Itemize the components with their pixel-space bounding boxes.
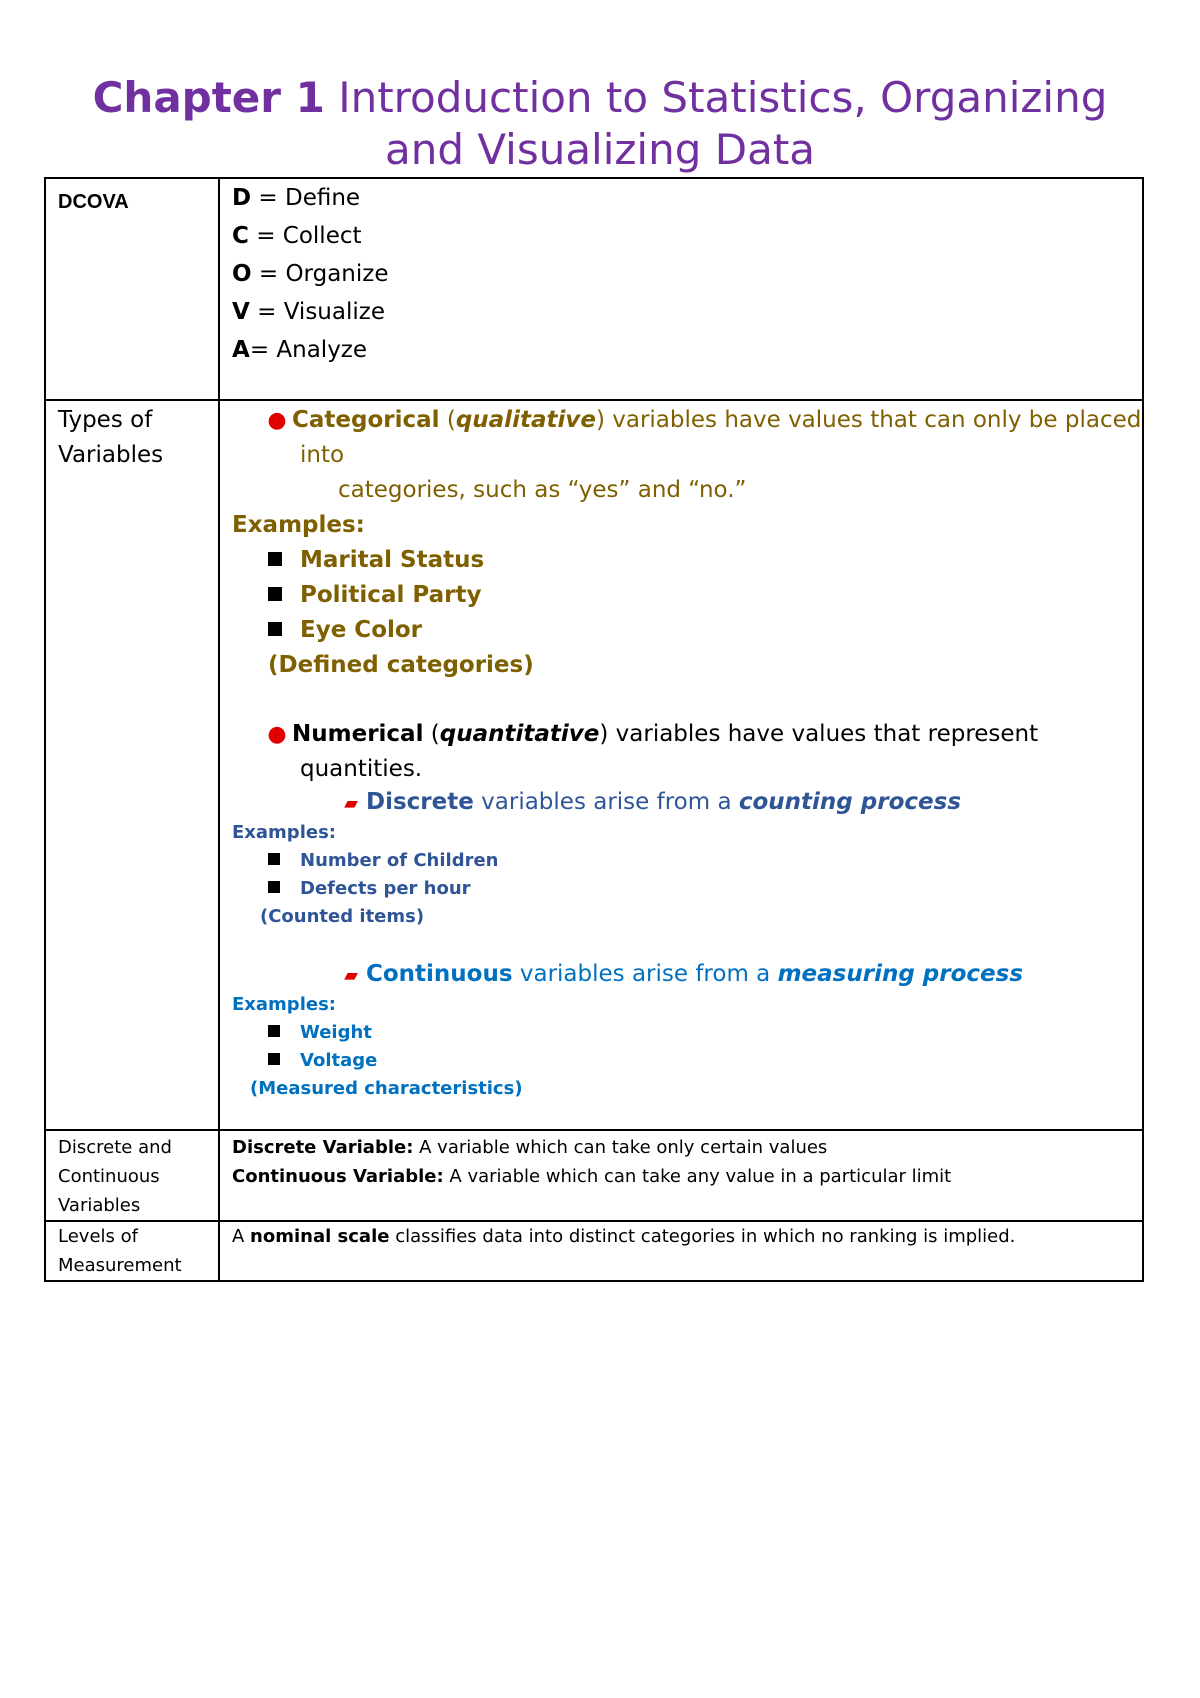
- discrete-definition: ▰ Discrete variables arise from a counting process: [232, 787, 1142, 819]
- square-bullet-icon: [268, 622, 282, 636]
- square-bullet-icon: [268, 881, 280, 893]
- list-item: Defects per hour: [232, 875, 1142, 903]
- square-bullet-icon: [268, 1025, 280, 1037]
- red-parallelogram-bullet-icon: ▰: [344, 793, 358, 814]
- page-title: [0, 72, 1200, 176]
- dcova-item: O = Organize: [232, 261, 389, 287]
- categorical-definition: ● Categorical (qualitative) variables have values that can only be placed into: [232, 403, 1142, 473]
- nominal-scale-definition: A nominal scale classifies data into distinct categories in which no ranking is implied.: [232, 1226, 1016, 1247]
- list-item: Marital Status: [232, 543, 1142, 578]
- discrete-continuous-label-cell: Discrete and Continuous Variables: [45, 1130, 219, 1221]
- list-item: Number of Children: [232, 847, 1142, 875]
- dcova-item: V = Visualize: [232, 299, 385, 325]
- dcova-label-cell: DCOVA: [45, 178, 219, 400]
- levels-label-cell: Levels of Measurement: [45, 1221, 219, 1281]
- categorical-examples-label: Examples:: [232, 512, 365, 538]
- table-row-dcova: [45, 178, 1143, 400]
- table-row-levels: [45, 1221, 1143, 1281]
- dcova-content-cell: [219, 178, 1143, 400]
- list-item: Weight: [232, 1019, 1142, 1047]
- notes-table: [44, 177, 1144, 1282]
- list-item: Voltage: [232, 1047, 1142, 1075]
- levels-content-cell: [219, 1221, 1143, 1281]
- square-bullet-icon: [268, 552, 282, 566]
- discrete-continuous-content-cell: [219, 1130, 1143, 1221]
- types-label-cell: Types of Variables: [45, 400, 219, 1130]
- dcova-item: A= Analyze: [232, 337, 368, 363]
- red-dot-bullet-icon: ●: [267, 408, 287, 433]
- types-content-cell: ● Categorical (qualitative) variables have values that can only be placed into categories, such as “yes” and “no.” Examples: Marital Status Political Party Eye Color (Defined categories) ● Numerical (quantitative) variables have values that represent quantities. ▰ Discrete variables arise from a counting process Examples: Number of Children Defects per hour (Counted items) ▰ Continuous variables arise from a measuring process Examples: Weight Voltage (Measured characteristics): [219, 400, 1143, 1130]
- square-bullet-icon: [268, 587, 282, 601]
- square-bullet-icon: [268, 1053, 280, 1065]
- discrete-variable-definition: Discrete Variable: A variable which can take only certain values: [232, 1137, 828, 1158]
- continuous-definition: ▰ Continuous variables arise from a measuring process: [232, 959, 1142, 991]
- red-dot-bullet-icon: ●: [267, 722, 287, 747]
- title-line-1: Chapter 1 Introduction to Statistics, Organizing: [92, 73, 1108, 122]
- table-row-types: [45, 400, 1143, 1130]
- square-bullet-icon: [268, 853, 280, 865]
- table-row-discrete-continuous: [45, 1130, 1143, 1221]
- list-item: Eye Color: [232, 613, 1142, 648]
- numerical-definition: ● Numerical (quantitative) variables have values that represent quantities.: [232, 717, 1142, 787]
- title-line-2: and Visualizing Data: [384, 125, 816, 174]
- red-parallelogram-bullet-icon: ▰: [344, 965, 358, 986]
- continuous-variable-definition: Continuous Variable: A variable which can take any value in a particular limit: [232, 1166, 952, 1187]
- list-item: Political Party: [232, 578, 1142, 613]
- dcova-item: C = Collect: [232, 223, 362, 249]
- dcova-item: D = Define: [232, 185, 361, 211]
